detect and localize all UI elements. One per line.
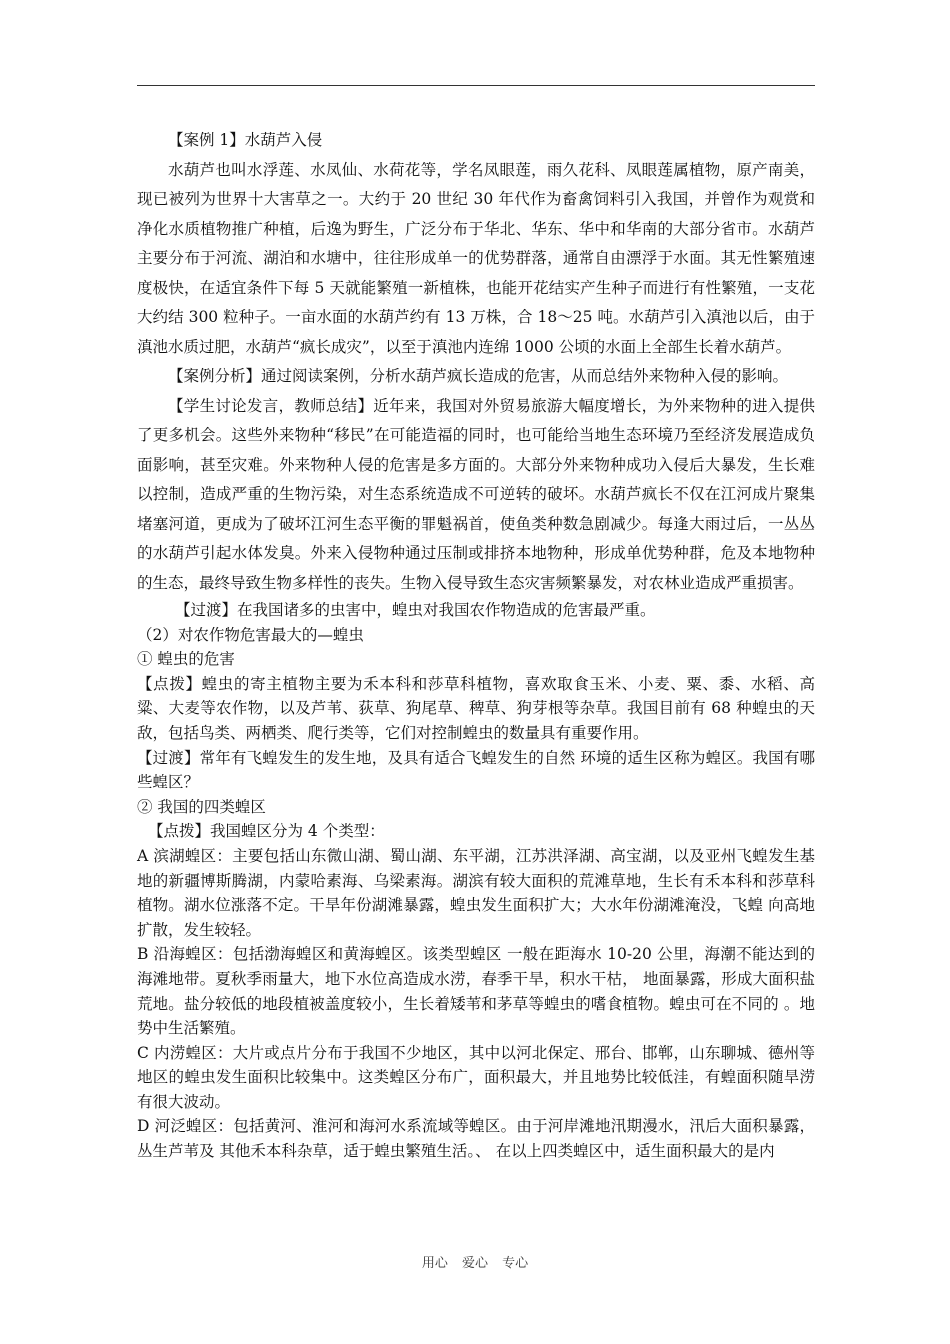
section-2-heading: （2）对农作物危害最大的—蝗虫 — [137, 625, 364, 644]
region-c: C 内涝蝗区：大片或点片分布于我国不少地区，其中以河北保定、邢台、邯郸，山东聊城、德州等地区的蝗虫发生面积比较集中。这类蝗区分布广，面积最大，并且地势比较低洼，有蝗面积随旱涝有很大波动。 — [137, 1043, 815, 1111]
tip-locust-regions-text: 【点拨】我国蝗区分为 4 个类型： — [148, 822, 385, 841]
region-a: A 滨湖蝗区：主要包括山东微山湖、蜀山湖、东平湖，江苏洪泽湖、高宝湖，以及亚州飞蝗发生基地的新疆博斯腾湖，内蒙哈素海、乌梁素海。湖滨有较大面积的荒滩草地，生长有禾本科和莎草科植物。湖水位涨落不定。干旱年份湖滩暴露，蝗虫发生面积扩大；大水年份湖滩淹没，飞蝗 向高地扩散，发生较轻。 — [137, 846, 815, 939]
case1-body: 水葫芦也叫水浮莲、水凤仙、水荷花等，学名凤眼莲，雨久花科、凤眼莲属植物，原产南美，现已被列为世界十大害草之一。大约于 20 世纪 30 年代作为畜禽饲料引入我国，并曾作为观赏和净化水质植物推广种植，后逸为野生，广泛分布于华北、华东、华中和华南的大部分省市。水葫芦主要分布于河流、湖泊和水塘中，往往形成单一的优势群落，通常自由漂浮于水面。其无性繁殖速度极快，在适宜条件下每 5 天就能繁殖一新植株，也能开花结实产生种子而进行有性繁殖，一支花大约结 300 粒种子。一亩水面的水葫芦约有 13 万株，合 18～25 吨。水葫芦引入滇池以后，由于滇池水质过肥，水葫芦“疯长成灾”，以至于滇池内连绵 1000 公顷的水面上全部生长着水葫芦。 — [137, 160, 815, 356]
footer-word-2: 爱心 — [461, 1256, 488, 1271]
transition-2: 【过渡】常年有飞蝗发生的发生地，及具有适合飞蝗发生的自然 环境的适生区称为蝗区。我国有哪些蝗区？ — [137, 748, 815, 792]
footer-word-1: 用心 — [421, 1256, 448, 1271]
header-rule — [137, 85, 815, 86]
subheading-locust-regions: ② 我国的四类蝗区 — [137, 797, 266, 816]
discussion-summary: 【学生讨论发言，教师总结】近年来，我国对外贸易旅游大幅度增长，为外来物种的进入提供了更多机会。这些外来物种“移民”在可能造福的同时，也可能给当地生态环境乃至经济发展造成负面影响，甚至灾难。外来物种人侵的危害是多方面的。大部分外来物种成功入侵后大暴发，生长难以控制，造成严重的生物污染，对生态系统造成不可逆转的破坏。水葫芦疯长不仅在江河成片聚集堵塞河道，更成为了破坏江河生态平衡的罪魁祸首，使鱼类种数急剧减少。每逢大雨过后，一丛丛的水葫芦引起水体发臭。外来入侵物种通过压制或排挤本地物种，形成单优势种群，危及本地物种的生态，最终导致生物多样性的丧失。生物入侵导致生态灾害频繁暴发，对农林业造成严重损害。 — [137, 396, 815, 592]
region-b: B 沿海蝗区：包括渤海蝗区和黄海蝗区。该类型蝗区 一般在距海水 10-20 公里，海潮不能达到的海滩地带。夏秋季雨量大，地下水位高造成水涝，春季干旱，积水干枯， 地面暴露，形成大面积盐荒地。盐分较低的地段植被盖度较小，生长着矮苇和茅草等蝗虫的嗜食植物。蝗虫可在不同的 。地势中生活繁殖。 — [137, 945, 815, 1038]
subheading-locust-harm: ① 蝗虫的危害 — [137, 650, 235, 669]
case1-title: 【案例 1】水葫芦入侵 — [168, 131, 323, 149]
tip-locust-harm: 【点拨】蝗虫的寄主植物主要为禾本科和莎草科植物，喜欢取食玉米、小麦、粟、黍、水稻、高粱、大麦等农作物，以及芦苇、荻草、狗尾草、稗草、狗芽根等杂草。我国目前有 68 种蝗虫的天敌，包括鸟类、两栖类、爬行类等，它们对控制蝗虫的数量具有重要作用。 — [137, 674, 815, 742]
footer-word-3: 专心 — [502, 1256, 529, 1271]
transition-1: 【过渡】在我国诸多的虫害中，蝗虫对我国农作物造成的危害最严重。 — [175, 601, 656, 619]
tip-locust-regions — [137, 819, 815, 844]
region-d: D 河泛蝗区：包括黄河、淮河和海河水系流域等蝗区。由于河岸滩地汛期漫水，汛后大面积暴露，丛生芦苇及 其他禾本科杂草，适于蝗虫繁殖生活。、 在以上四类蝗区中，适生面积最大的是内 — [137, 1117, 815, 1161]
case-section — [137, 126, 815, 598]
page-footer — [0, 1252, 950, 1271]
case-analysis: 【案例分析】通过阅读案例，分析水葫芦疯长造成的危害，从而总结外来物种入侵的影响。 — [168, 367, 789, 385]
locust-section — [137, 598, 815, 1164]
document-body — [137, 126, 815, 1164]
